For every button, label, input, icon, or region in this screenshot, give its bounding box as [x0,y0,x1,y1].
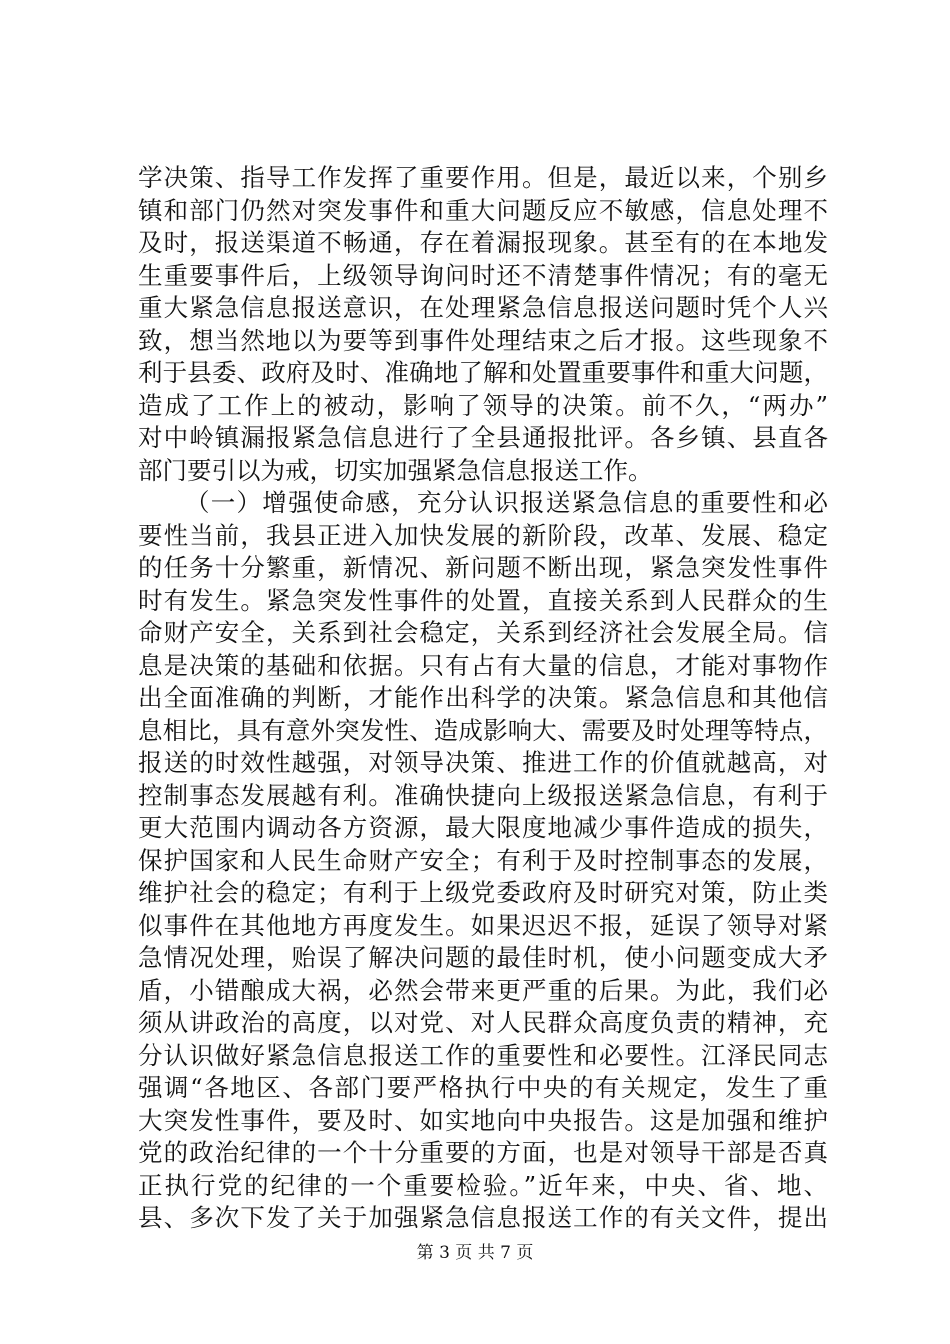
paragraph-1-line: 及时，报送渠道不畅通，存在着漏报现象。甚至有的在本地发 [138,228,828,257]
paragraph-2-line: 维护社会的稳定；有利于上级党委政府及时研究对策，防止类 [138,878,828,907]
document-body [138,162,828,1235]
paragraph-2-line: 更大范围内调动各方资源，最大限度地减少事件造成的损失， [138,813,828,842]
paragraph-1-line: 部门要引以为戒，切实加强紧急信息报送工作。 [138,455,653,485]
paragraph-1-line: 镇和部门仍然对突发事件和重大问题反应不敏感，信息处理不 [138,195,828,225]
paragraph-1-line: 重大紧急信息报送意识，在处理紧急信息报送问题时凭个人兴 [138,293,828,322]
paragraph-2-line: 的任务十分繁重，新情况、新问题不断出现，紧急突发性事件 [138,553,828,582]
page-footer: 第 3 页 共 7 页 [416,1243,534,1263]
paragraph-1-line: 造成了工作上的被动，影响了领导的决策。前不久，“两办” [138,390,828,420]
paragraph-2-line: 要性当前，我县正进入加快发展的新阶段，改革、发展、稳定 [138,520,828,550]
paragraph-2-line: 出全面准确的判断，才能作出科学的决策。紧急信息和其他信 [138,683,828,712]
paragraph-2-line: 分认识做好紧急信息报送工作的重要性和必要性。江泽民同志 [138,1040,828,1070]
paragraph-1-line: 对中岭镇漏报紧急信息进行了全县通报批评。各乡镇、县直各 [138,423,828,452]
paragraph-2-line: 息是决策的基础和依据。只有占有大量的信息，才能对事物作 [138,650,828,680]
paragraph-2-line: 盾，小错酿成大祸，必然会带来更严重的后果。为此，我们必 [138,975,828,1005]
paragraph-2-line: 党的政治纪律的一个十分重要的方面，也是对领导干部是否真 [138,1138,828,1167]
paragraph-2-line: 正执行党的纪律的一个重要检验。”近年来，中央、省、地、 [138,1170,828,1200]
paragraph-2-line: 命财产安全，关系到社会稳定，关系到经济社会发展全局。信 [138,618,828,647]
paragraph-2-line: 急情况处理，贻误了解决问题的最佳时机，使小问题变成大矛 [138,943,828,972]
paragraph-2-line: 须从讲政治的高度，以对党、对人民群众高度负责的精神，充 [138,1008,828,1037]
paragraph-1-line: 致，想当然地以为要等到事件处理结束之后才报。这些现象不 [138,325,828,355]
paragraph-2-line: （一）增强使命感，充分认识报送紧急信息的重要性和必 [185,488,828,517]
paragraph-2-line: 似事件在其他地方再度发生。如果迟迟不报，延误了领导对紧 [138,910,828,940]
paragraph-2-line: 强调“各地区、各部门要严格执行中央的有关规定，发生了重 [138,1073,828,1102]
paragraph-2-line: 控制事态发展越有利。准确快捷向上级报送紧急信息，有利于 [138,780,828,810]
paragraph-2-line: 保护国家和人民生命财产安全；有利于及时控制事态的发展， [138,845,828,875]
paragraph-2-line: 县、多次下发了关于加强紧急信息报送工作的有关文件，提出 [138,1203,828,1232]
paragraph-2-line: 时有发生。紧急突发性事件的处置，直接关系到人民群众的生 [138,585,828,615]
paragraph-2-line: 报送的时效性越强，对领导决策、推进工作的价值就越高，对 [138,748,828,777]
paragraph-1-line: 生重要事件后，上级领导询问时还不清楚事件情况；有的毫无 [138,260,828,290]
paragraph-1-line: 学决策、指导工作发挥了重要作用。但是，最近以来，个别乡 [138,163,828,192]
paragraph-2-line: 息相比，具有意外突发性、造成影响大、需要及时处理等特点， [138,715,828,745]
paragraph-2-line: 大突发性事件，要及时、如实地向中央报告。这是加强和维护 [138,1105,828,1135]
paragraph-1-line: 利于县委、政府及时、准确地了解和处置重要事件和重大问题， [138,358,828,387]
